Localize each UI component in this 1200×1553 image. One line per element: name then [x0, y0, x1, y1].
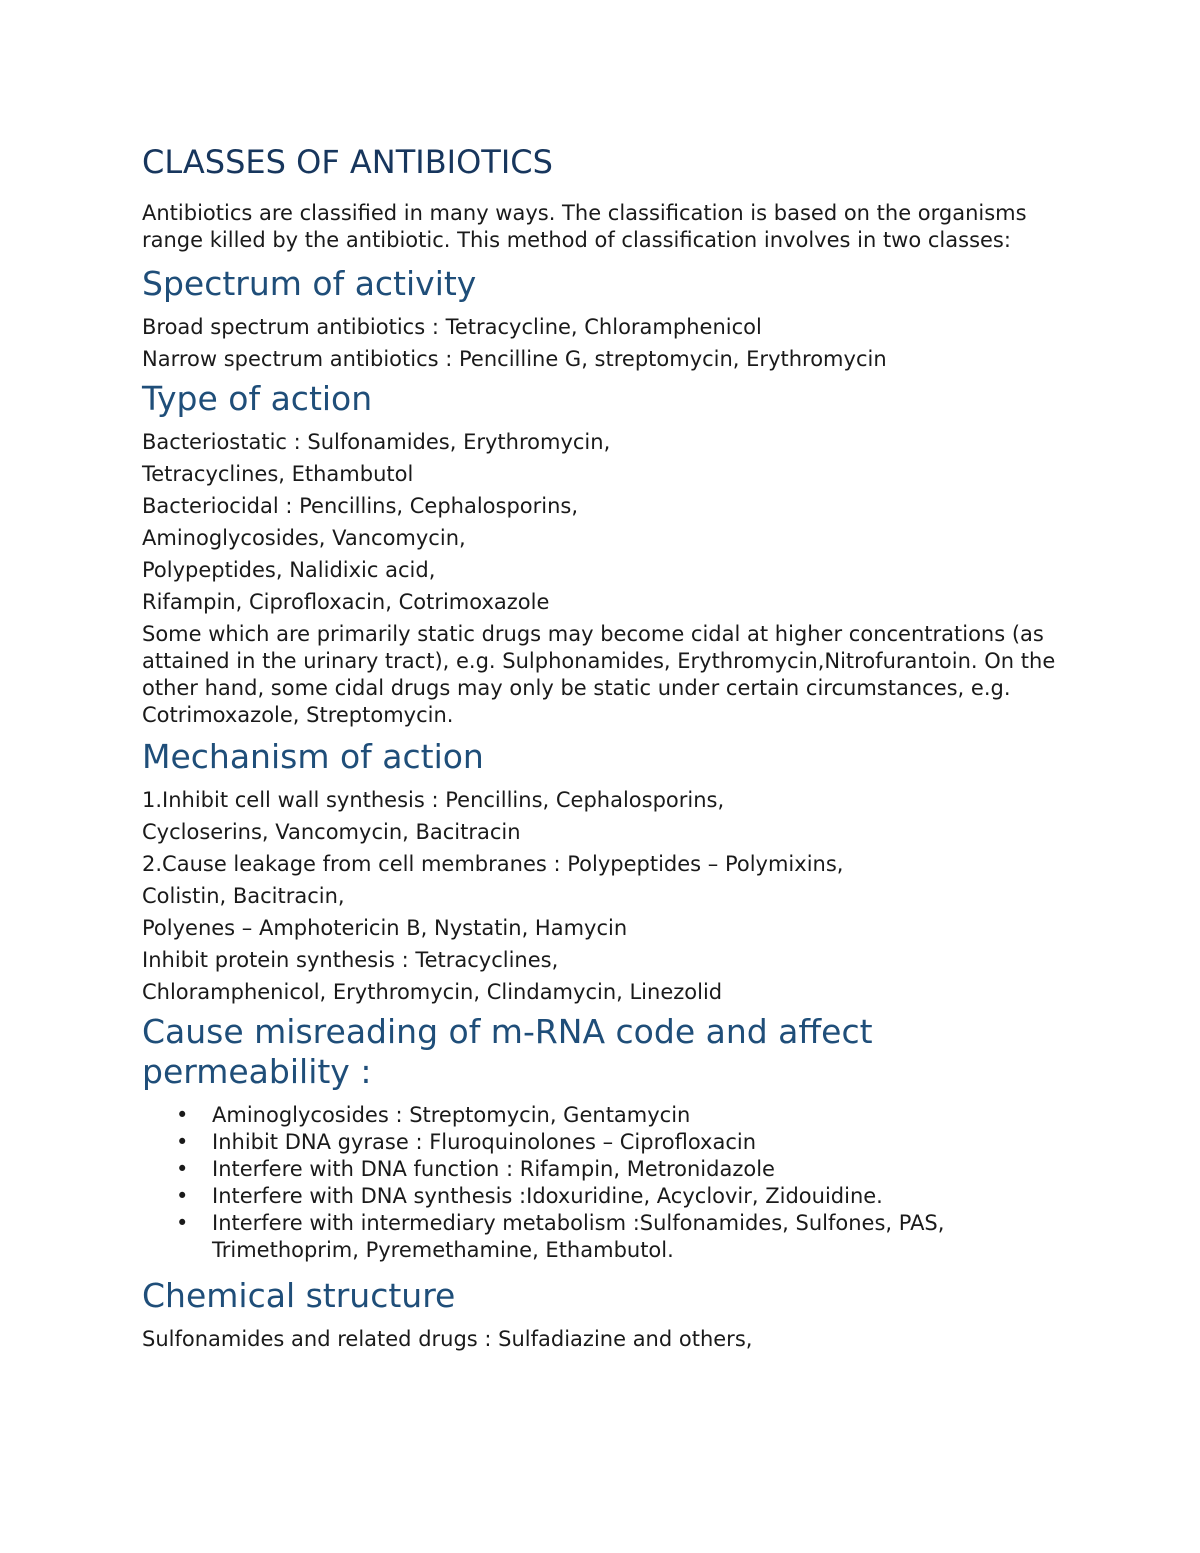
list-item: [142, 1210, 1062, 1264]
spectrum-line: Broad spectrum antibiotics : Tetracycline, Chloramphenicol: [142, 315, 762, 339]
bullet-icon: •: [176, 1184, 189, 1208]
list-item: [142, 1129, 1062, 1156]
spectrum-line: Narrow spectrum antibiotics : Pencilline G, streptomycin, Erythromycin: [142, 347, 887, 371]
list-item-text: Interfere with intermediary metabolism :Sulfonamides, Sulfones, PAS, Trimethoprim, Pyremethamine, Ethambutol.: [212, 1211, 945, 1262]
type-line: Tetracyclines, Ethambutol: [142, 462, 414, 486]
type-line: Bacteriostatic : Sulfonamides, Erythromycin,: [142, 430, 611, 454]
list-item-text: Interfere with DNA synthesis :Idoxuridine, Acyclovir, Zidouidine.: [212, 1184, 883, 1208]
type-line: Polypeptides, Nalidixic acid,: [142, 558, 436, 582]
misreading-list: [142, 1102, 1062, 1264]
document-page: [142, 140, 1062, 1358]
bullet-icon: •: [176, 1130, 189, 1154]
type-paragraph: Some which are primarily static drugs may become cidal at higher concentrations (as attained in the urinary tract), e.g. Sulphonamides, Erythromycin,Nitrofurantoin. On the other hand, some cidal drugs may only be static under certain circumstances, e.g. Cotrimoxazole, Streptomycin.: [142, 622, 1056, 727]
intro-paragraph: Antibiotics are classified in many ways. The classification is based on the organisms range killed by the antibiotic. This method of classification involves in two classes:: [142, 201, 1027, 252]
heading-type-of-action: Type of action: [142, 379, 373, 418]
mechanism-line: 2.Cause leakage from cell membranes : Polypeptides – Polymixins,: [142, 852, 844, 876]
heading-chemical: Chemical structure: [142, 1276, 456, 1315]
type-line: Bacteriocidal : Pencillins, Cephalosporins,: [142, 494, 579, 518]
document-title: CLASSES OF ANTIBIOTICS: [142, 143, 553, 181]
list-item-text: Interfere with DNA function : Rifampin, Metronidazole: [212, 1157, 775, 1181]
mechanism-line: Inhibit protein synthesis : Tetracyclines,: [142, 948, 559, 972]
list-item: [142, 1156, 1062, 1183]
type-line: Rifampin, Ciprofloxacin, Cotrimoxazole: [142, 590, 550, 614]
bullet-icon: •: [176, 1157, 189, 1181]
mechanism-line: Colistin, Bacitracin,: [142, 884, 345, 908]
chemical-line: Sulfonamides and related drugs : Sulfadiazine and others,: [142, 1327, 753, 1351]
list-item-text: Inhibit DNA gyrase : Fluroquinolones – Ciprofloxacin: [212, 1130, 757, 1154]
list-item: [142, 1102, 1062, 1129]
mechanism-line: Cycloserins, Vancomycin, Bacitracin: [142, 820, 521, 844]
mechanism-line: Polyenes – Amphotericin B, Nystatin, Hamycin: [142, 916, 628, 940]
mechanism-line: 1.Inhibit cell wall synthesis : Pencillins, Cephalosporins,: [142, 788, 725, 812]
type-line: Aminoglycosides, Vancomycin,: [142, 526, 466, 550]
heading-misreading: Cause misreading of m-RNA code and affect permeability :: [142, 1012, 873, 1091]
list-item: [142, 1183, 1062, 1210]
heading-mechanism: Mechanism of action: [142, 737, 484, 776]
heading-spectrum: Spectrum of activity: [142, 264, 477, 303]
bullet-icon: •: [176, 1103, 189, 1127]
mechanism-line: Chloramphenicol, Erythromycin, Clindamycin, Linezolid: [142, 980, 723, 1004]
bullet-icon: •: [176, 1211, 189, 1235]
list-item-text: Aminoglycosides : Streptomycin, Gentamycin: [212, 1103, 691, 1127]
